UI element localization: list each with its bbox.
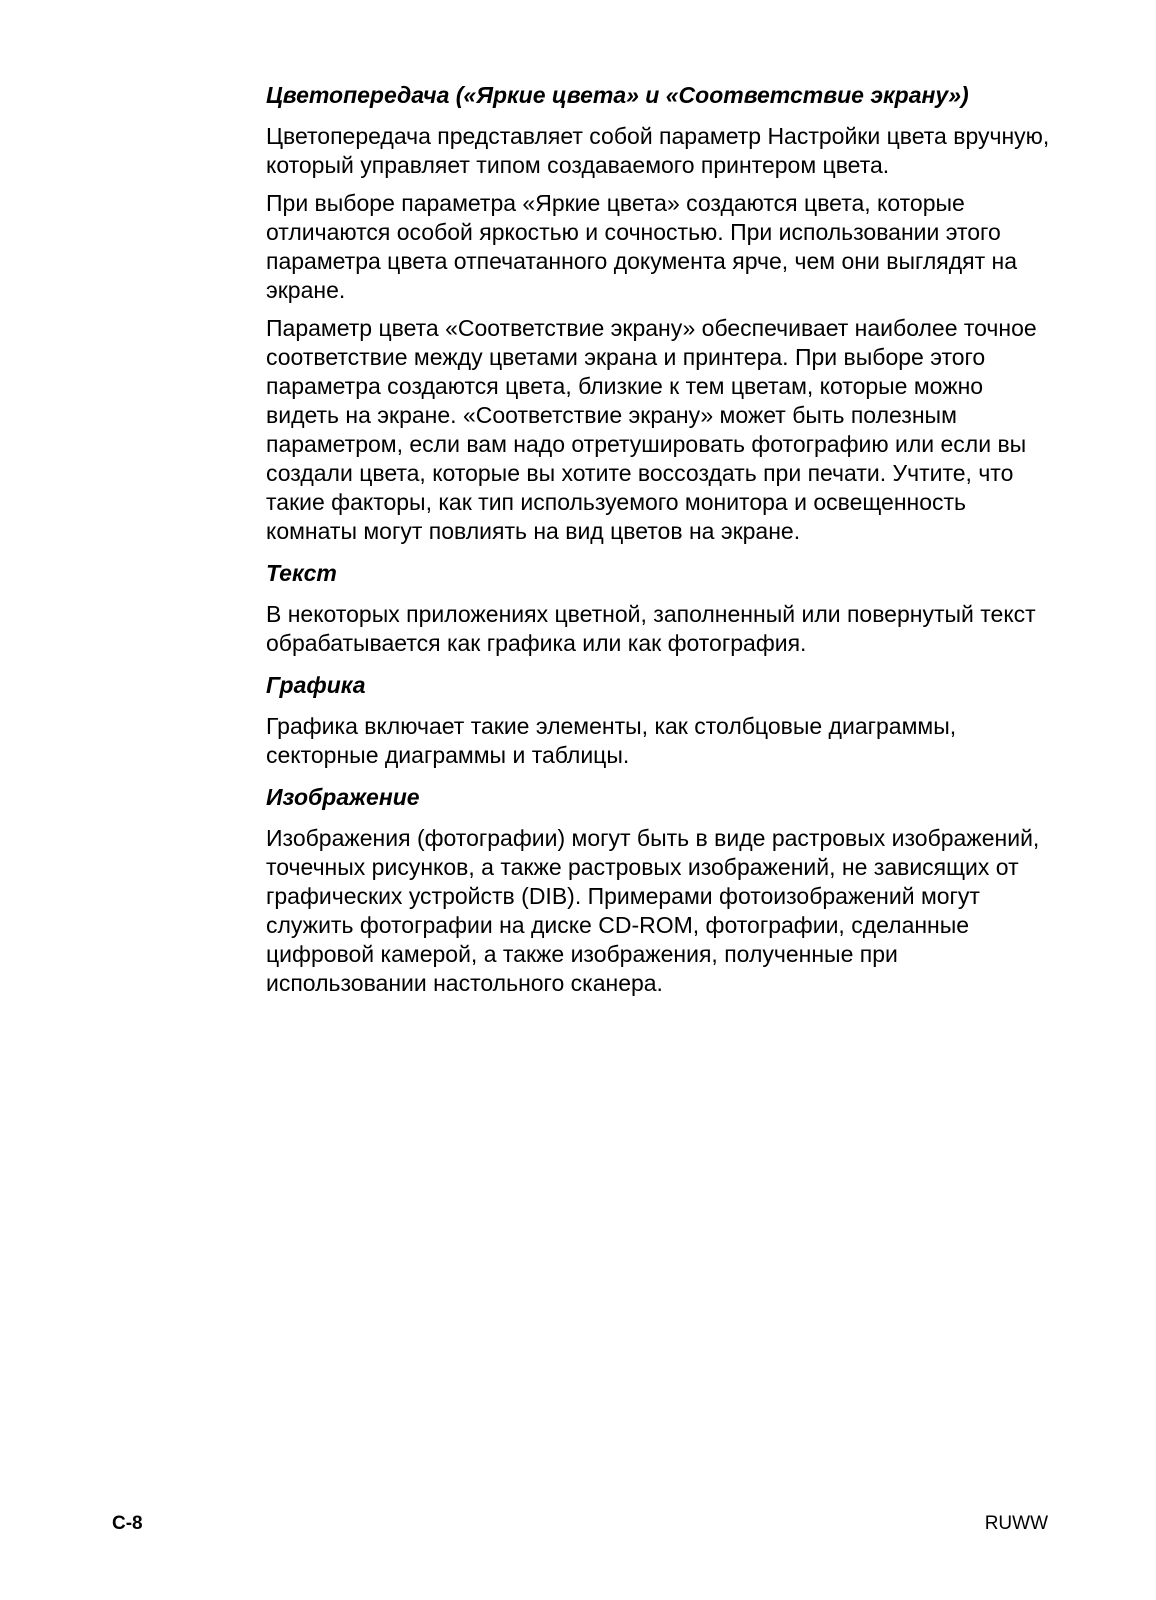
- section-graphics: [266, 670, 1056, 770]
- paragraph: Изображения (фотографии) могут быть в виде растровых изображений, точечных рисунков, а также растровых изображений, не зависящих от графических устройств (DIB). Примерами фотоизображений могут служить фотографии на диске CD-ROM, фотографии, сделанные цифровой камерой, а также изображения, полученные при использовании настольного сканера.: [266, 825, 1040, 996]
- section-text: [266, 558, 1056, 658]
- section-heading: Графика: [266, 672, 366, 698]
- paragraph: При выборе параметра «Яркие цвета» создаются цвета, которые отличаются особой яркостью и сочностью. При использовании этого параметра цвета отпечатанного документа ярче, чем они выглядят на экране.: [266, 190, 1018, 303]
- paragraph: Цветопередача представляет собой параметр Настройки цвета вручную, который управляет типом создаваемого принтером цвета.: [266, 123, 1050, 178]
- section-heading: Изображение: [266, 784, 420, 810]
- page-number: C-8: [112, 1513, 143, 1534]
- section-heading: Цветопередача («Яркие цвета» и «Соответствие экрану»): [266, 82, 969, 108]
- locale-code: RUWW: [984, 1513, 1048, 1534]
- section-color-rendering: [266, 80, 1056, 546]
- section-image: [266, 782, 1056, 998]
- paragraph: В некоторых приложениях цветной, заполненный или повернутый текст обрабатывается как графика или как фотография.: [266, 601, 1036, 656]
- paragraph: Графика включает такие элементы, как столбцовые диаграммы, секторные диаграммы и таблицы.: [266, 713, 957, 768]
- document-body: [266, 80, 1056, 1007]
- paragraph: Параметр цвета «Соответствие экрану» обеспечивает наиболее точное соответствие между цветами экрана и принтера. При выборе этого параметра создаются цвета, близкие к тем цветам, которые можно видеть на экране. «Соответствие экрану» может быть полезным параметром, если вам надо отретушировать фотографию или если вы создали цвета, которые вы хотите воссоздать при печати. Учтите, что такие факторы, как тип используемого монитора и освещенность комнаты могут повлиять на вид цветов на экране.: [266, 315, 1037, 544]
- section-heading: Текст: [266, 560, 337, 586]
